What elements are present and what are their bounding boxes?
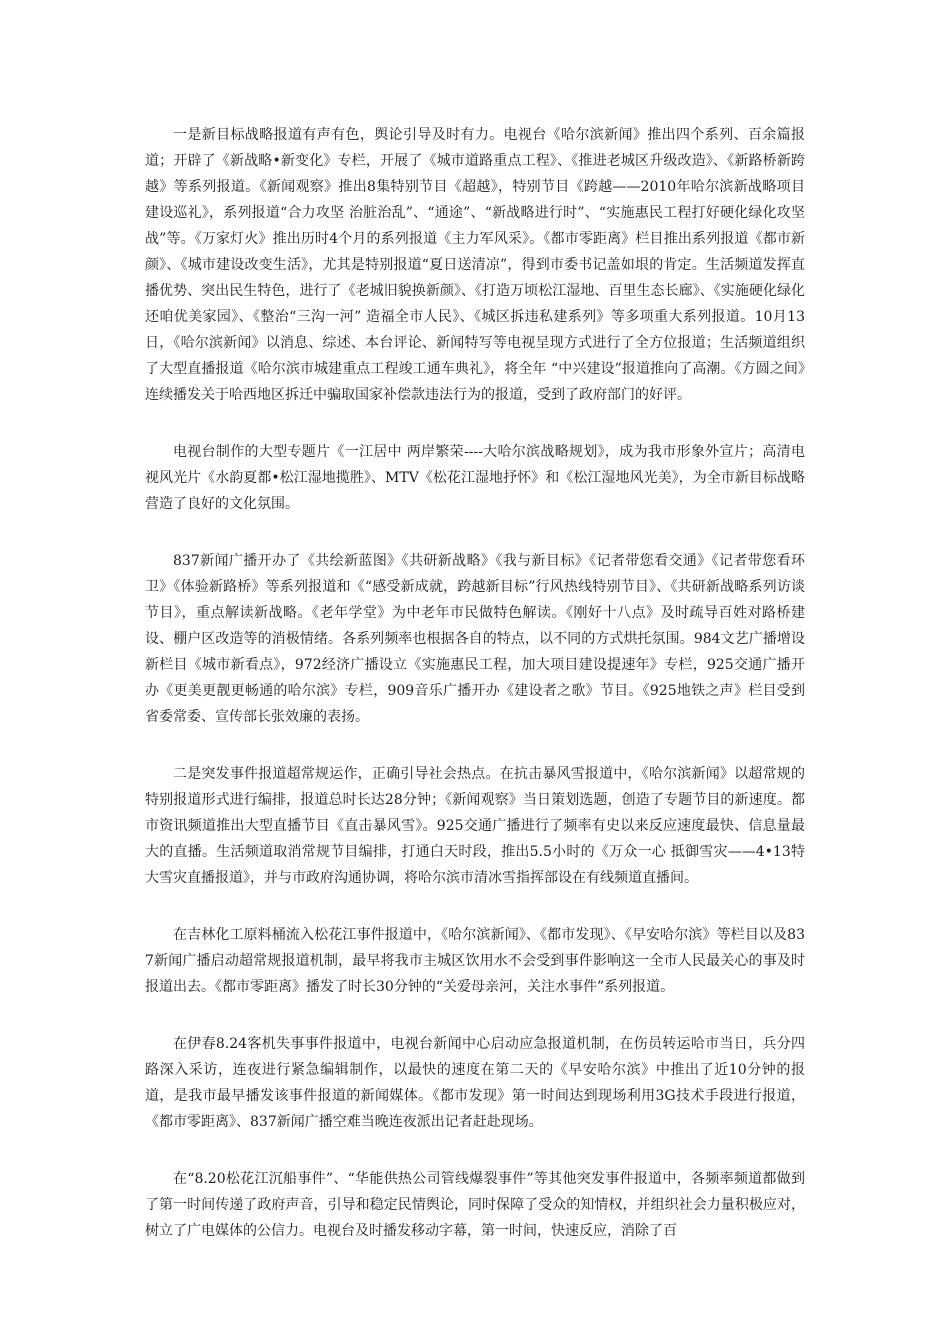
paragraph: 在“8.20松花江沉船事件”、“华能供热公司管线爆裂事件”等其他突发事件报道中，各频率频道都做到了第一时间传递了政府声音，引导和稳定民情舆论，同时保障了受众的知情权，并组织社会力量积极应对，树立了广电媒体的公信力。电视台及时播发移动字幕，第一时间，快速反应，消除了百 [145, 1171, 805, 1239]
paragraph: 在伊春8.24客机失事事件报道中，电视台新闻中心启动应急报道机制，在伤员转运哈市当日，兵分四路深入采访，连夜进行紧急编辑制作，以最快的速度在第二天的《早安哈尔滨》中推出了近10分钟的报道，是我市最早播发该事件报道的新闻媒体。《都市发现》第一时间达到现场利用3G技术手段进行报道，《都市零距离》、837新闻广播空难当晚连夜派出记者赶赴现场。 [145, 1036, 805, 1130]
document-body [145, 122, 805, 1275]
paragraph: 二是突发事件报道超常规运作，正确引导社会热点。在抗击暴风雪报道中，《哈尔滨新闻》以超常规的特别报道形式进行编排，报道总时长达28分钟；《新闻观察》当日策划选题，创造了专题节目的新速度。都市资讯频道推出大型直播节目《直击暴风雪》。925交通广播进行了频率有史以来反应速度最快、信息量最大的直播。生活频道取消常规节目编排，打通白天时段，推出5.5小时的《万众一心 抵御雪灾——4•13特大雪灾直播报道》，并与市政府沟通协调，将哈尔滨市清冰雪指挥部设在有线频道直播间。 [145, 766, 805, 886]
paragraph: 电视台制作的大型专题片《一江居中 两岸繁荣----大哈尔滨战略规划》，成为我市形象外宣片；高清电视风光片《水韵夏都•松江湿地揽胜》、MTV《松花江湿地抒怀》和《松江湿地风光美》，为全市新目标战略营造了良好的文化氛围。 [145, 444, 805, 512]
paragraph: 一是新目标战略报道有声有色，舆论引导及时有力。电视台《哈尔滨新闻》推出四个系列、百余篇报道；开辟了《新战略•新变化》专栏，开展了《城市道路重点工程》、《推进老城区升级改造》、《新路桥新跨越》等系列报道。《新闻观察》推出8集特别节目《超越》，特别节目《跨越——2010年哈尔滨新战略项目建设巡礼》，系列报道“合力攻坚 治脏治乱”、“通途”、“新战略进行时”、“实施惠民工程打好硬化绿化攻坚战”等。《万家灯火》推出历时4个月的系列报道《主力军风采》。《都市零距离》栏目推出系列报道《都市新颜》、《城市建设改变生活》，尤其是特别报道“夏日送清凉”，得到市委书记盖如垠的肯定。生活频道发挥直播优势、突出民生特色，进行了《老城旧貌换新颜》、《打造万顷松江湿地、百里生态长廊》、《实施硬化绿化 还咱优美家园》、《整治“三沟一河” 造福全市人民》、《城区拆违私建系列》等多项重大系列报道。10月13日，《哈尔滨新闻》以消息、综述、本台评论、新闻特写等电视呈现方式进行了全方位报道；生活频道组织了大型直播报道《哈尔滨市城建重点工程竣工通车典礼》，将全年 “中兴建设”报道推向了高潮。《方圆之间》连续播发关于哈西地区拆迁中骗取国家补偿款违法行为的报道，受到了政府部门的好评。 [145, 127, 805, 403]
paragraph: 在吉林化工原料桶流入松花江事件报道中，《哈尔滨新闻》、《都市发现》、《早安哈尔滨》等栏目以及837新闻广播启动超常规报道机制，最早将我市主城区饮用水不会受到事件影响这一全市人民最关心的事及时报道出去。《都市零距离》播发了时长30分钟的“关爱母亲河，关注水事件”系列报道。 [145, 927, 805, 995]
paragraph: 837新闻广播开办了《共绘新蓝图》《共研新战略》《我与新目标》《记者带您看交通》《记者带您看环卫》《体验新路桥》等系列报道和《“感受新成就，跨越新目标”行风热线特别节目》、《共研新战略系列访谈节目》，重点解读新战略。《老年学堂》为中老年市民做特色解读。《刚好十八点》及时疏导百姓对路桥建设、棚户区改造等的消极情绪。各系列频率也根据各自的特点，以不同的方式烘托氛围。984文艺广播增设新栏目《城市新看点》，972经济广播设立《实施惠民工程，加大项目建设提速年》专栏，925交通广播开办《更美更靓更畅通的哈尔滨》专栏，909音乐广播开办《建设者之歌》节目。《925地铁之声》栏目受到省委常委、宣传部长张效廉的表扬。 [145, 553, 805, 725]
